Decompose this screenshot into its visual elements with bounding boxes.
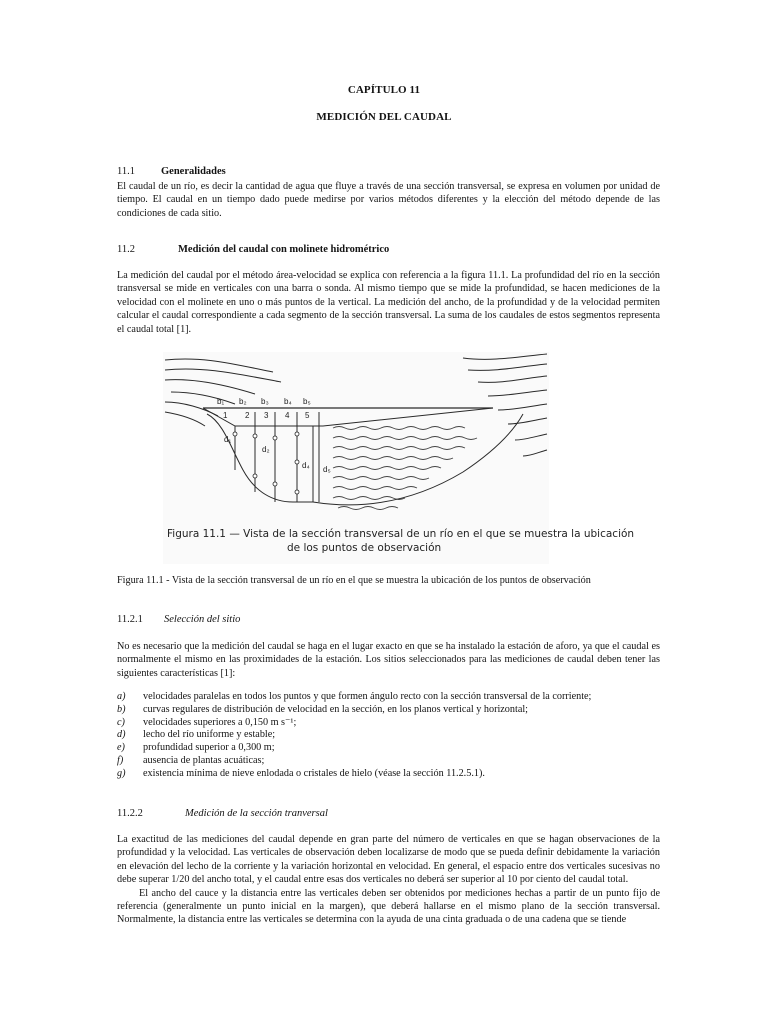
label-segment-1: 1: [223, 411, 228, 420]
list-item: b) curvas regulares de distribución de velocidad en la sección, en los planos vertical y horizontal;: [117, 703, 529, 715]
figure-river-cross-section: [163, 352, 635, 564]
section-number-11-2: 11.2: [117, 244, 135, 255]
label-segment-4: 4: [285, 411, 290, 420]
characteristics-list: [117, 691, 677, 781]
label-segment-5: 5: [305, 411, 310, 420]
paragraph-molinete: La medición del caudal por el método área-velocidad se explica con referencia a la figura 11.1. La profundidad del río en la sección transversal se mide en verticales con una barra o sonda. Al mismo tiempo que se mide la profundidad, se hacen mediciones de la velocidad con el molinete en uno o más puntos de la vertical. La medición del ancho, de la profundidad y de la velocidad permiten calcular el caudal correspondiente a cada segmento de la sección transversal. La suma de los caudales de estos segmentos representa el caudal total [1].: [117, 270, 660, 335]
label-segment-2: 2: [245, 411, 250, 420]
section-heading-11-2: Medición del caudal con molinete hidrométrico: [178, 244, 390, 255]
chapter-title: MEDICIÓN DEL CAUDAL: [316, 111, 452, 123]
label-d2: d₂: [262, 445, 270, 454]
label-b1: b₁: [217, 397, 225, 406]
paragraph-seccion-transversal: [117, 833, 660, 927]
paragraph-seleccion-sitio: No es necesario que la medición del caudal se haga en el lugar exacto en que se ha instalado la estación de aforo, ya que el caudal es normalmente el mismo en las proximidades de la estación. Los sitios seleccionados para las mediciones de caudal deben tener las siguientes características [1]:: [117, 641, 660, 679]
figure-inner-caption-line2: de los puntos de observación: [287, 542, 442, 554]
section-number-11-2-1: 11.2.1: [117, 614, 143, 625]
label-b5: b₅: [303, 397, 311, 406]
list-item: f) ausencia de plantas acuáticas;: [117, 754, 265, 766]
list-item: a) velocidades paralelas en todos los puntos y que formen ángulo recto con la sección transversal de la corriente;: [117, 691, 592, 702]
label-b3: b₃: [261, 397, 269, 406]
label-b2: b₂: [239, 397, 247, 406]
paragraph-part-1: La exactitud de las mediciones del caudal depende en gran parte del número de verticales en que se hagan observaciones de la profundidad y la velocidad. Las verticales de observación deben localizarse de modo que se pueda definir debidamente la variación en elevación del lecho de la corriente y la variación horizontal en velocidad. En general, el espacio entre dos verticales sucesivas no debe superar 1/20 del ancho total, y el caudal entre esas dos verticales no deberá ser superior al 10 por ciento del caudal total.: [117, 834, 660, 886]
list-item: e) profundidad superior a 0,300 m;: [117, 742, 275, 754]
section-heading-11-2-1: Selección del sitio: [164, 614, 241, 625]
list-item: c) velocidades superiores a 0,150 m s⁻¹;: [117, 716, 297, 728]
figure-inner-caption-line1: Figura 11.1 — Vista de la sección transversal de un río en el que se muestra la ubicación: [167, 528, 635, 540]
label-d1: d₁: [224, 435, 232, 444]
section-heading-11-2-2: Medición de la sección tranversal: [185, 808, 328, 819]
section-number-11-1: 11.1: [117, 166, 135, 177]
label-d5: d₅: [323, 465, 331, 474]
paragraph-generalidades: El caudal de un río, es decir la cantidad de agua que fluye a través de una sección transversal, se expresa en volumen por unidad de tiempo. El caudal en un tiempo dado puede medirse por varios métodos diferentes y la elección del método depende de las condiciones de cada sitio.: [117, 181, 660, 219]
label-d4: d₄: [302, 461, 310, 470]
list-item: g) existencia mínima de nieve enlodada o cristales de hielo (véase la sección 11.2.5.1).: [117, 767, 485, 779]
label-b4: b₄: [284, 397, 292, 406]
list-item: d) lecho del río uniforme y estable;: [117, 729, 276, 741]
figure-caption: Figura 11.1 - Vista de la sección transversal de un río en el que se muestra la ubicación de los puntos de observación: [117, 575, 591, 586]
label-segment-3: 3: [264, 411, 269, 420]
section-number-11-2-2: 11.2.2: [117, 808, 143, 819]
section-heading-11-1: Generalidades: [161, 166, 226, 177]
chapter-heading: CAPÍTULO 11: [347, 84, 421, 96]
paragraph-part-2: El ancho del cauce y la distancia entre las verticales deben ser obtenidos por mediciones hechas a partir de un punto fijo de referencia (generalmente un punto inicial en la margen), que deberá hallarse en el mismo plano de la sección transversal. Normalmente, la distancia entre las verticales se determina con la ayuda de una cinta graduada o de una cadena que se tiende: [117, 887, 660, 926]
